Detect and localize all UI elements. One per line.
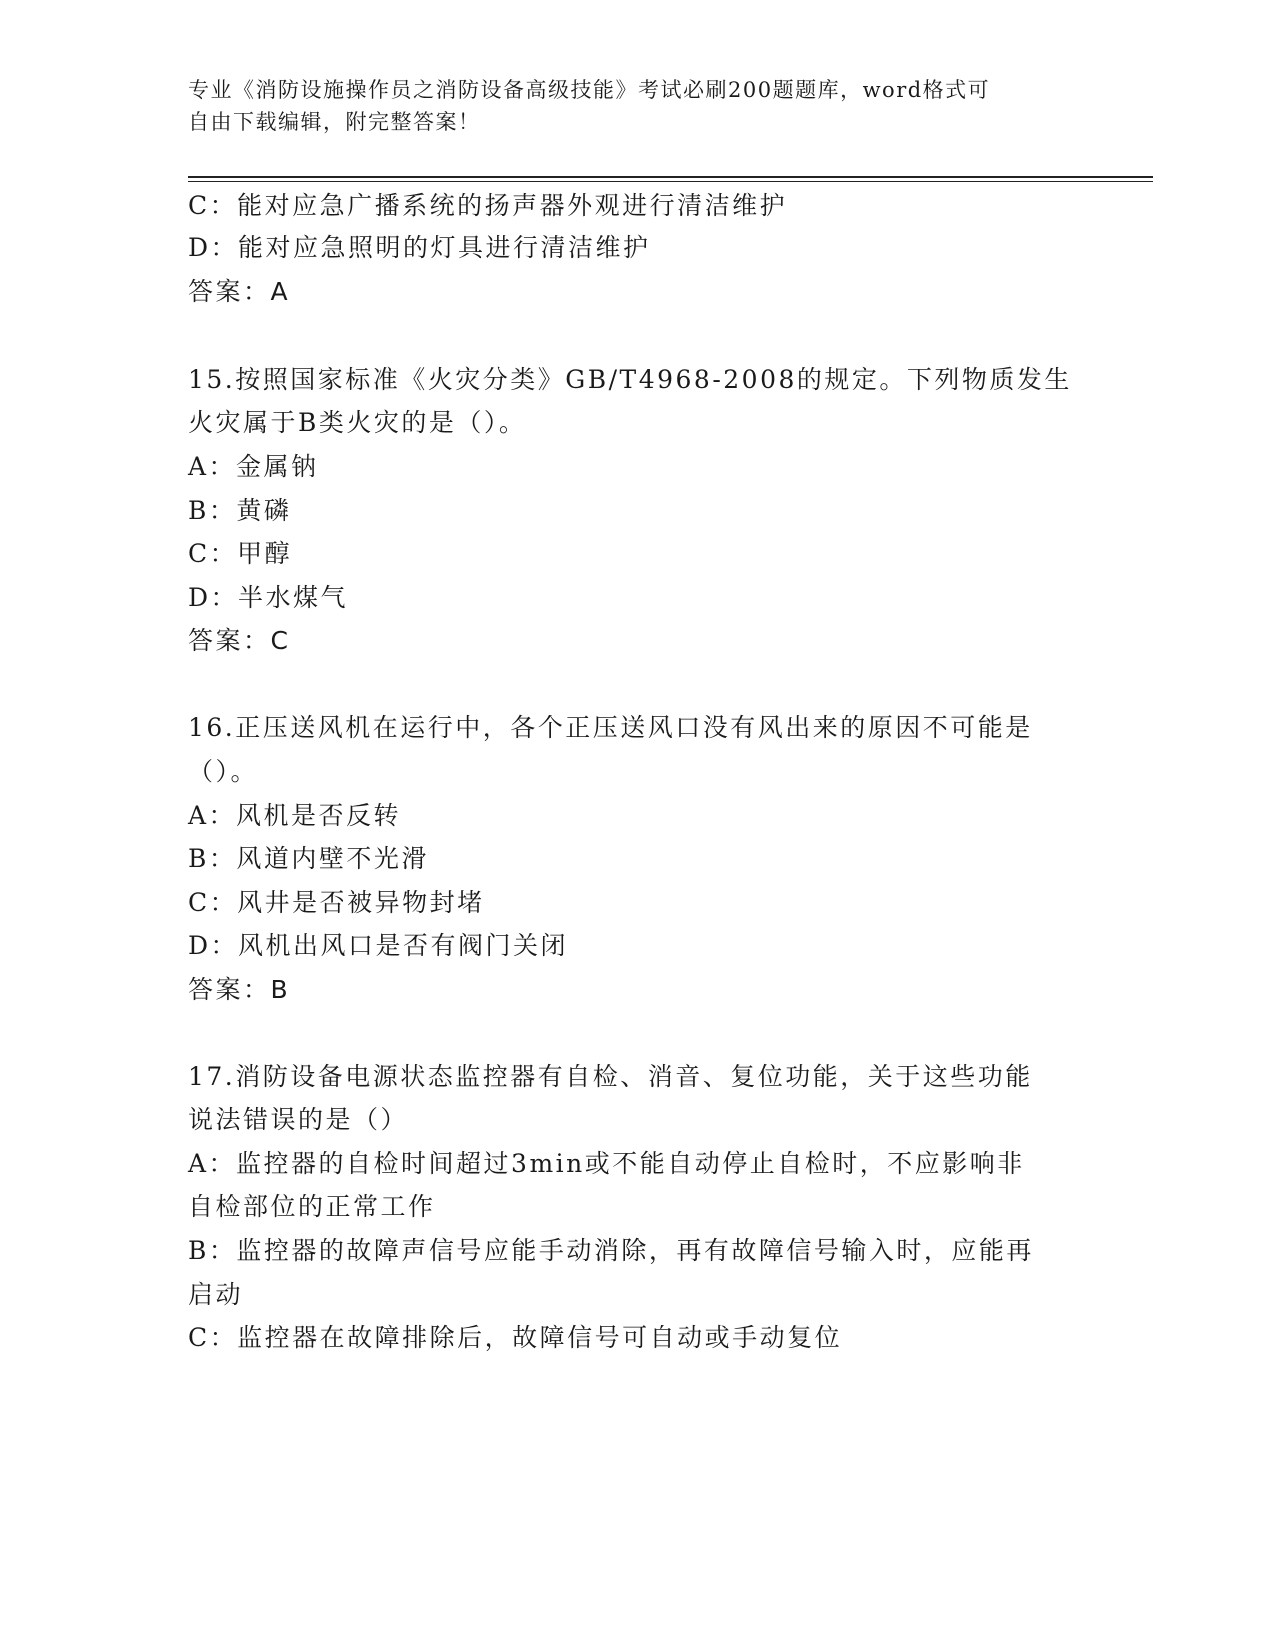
header-rule-thin (188, 181, 1153, 182)
q15-stem-line-2: 火灾属于B类火灾的是（）。 (188, 408, 527, 437)
q17-option-a-line-2: 自检部位的正常工作 (188, 1192, 436, 1221)
q17-stem-line-1: 17.消防设备电源状态监控器有自检、消音、复位功能，关于这些功能 (188, 1062, 1033, 1091)
prev-option-c: C：能对应急广播系统的扬声器外观进行清洁维护 (188, 191, 788, 220)
q16-option-b: B：风道内壁不光滑 (188, 844, 429, 873)
prev-answer: 答案：A (188, 277, 291, 306)
q15-option-b: B：黄磷 (188, 496, 292, 525)
q16-option-d: D：风机出风口是否有阀门关闭 (188, 931, 569, 960)
q15-option-d: D：半水煤气 (188, 583, 349, 612)
q16-option-c: C：风井是否被异物封堵 (188, 888, 485, 917)
header-rule-thick (188, 176, 1153, 178)
q16-option-a: A：风机是否反转 (188, 801, 402, 830)
q15-answer: 答案：C (188, 626, 291, 655)
q16-stem-line-2: （）。 (188, 757, 259, 786)
q15-stem-line-1: 15.按照国家标准《火灾分类》GB/T4968-2008的规定。下列物质发生 (188, 365, 1072, 394)
prev-option-d: D：能对应急照明的灯具进行清洁维护 (188, 233, 651, 262)
header-line-1: 专业《消防设施操作员之消防设备高级技能》考试必刷200题题库，word格式可 (188, 78, 991, 102)
q15-option-c: C：甲醇 (188, 539, 293, 568)
q17-stem-line-2: 说法错误的是（） (188, 1105, 409, 1134)
document-header (188, 74, 1088, 138)
q16-answer: 答案：B (188, 975, 291, 1004)
q17-option-b-line-1: B：监控器的故障声信号应能手动消除，再有故障信号输入时，应能再 (188, 1236, 1034, 1265)
q15-option-a: A：金属钠 (188, 452, 319, 481)
q17-option-a-line-1: A：监控器的自检时间超过3min或不能自动停止自检时，不应影响非 (188, 1149, 1025, 1178)
q17-option-b-line-2: 启动 (188, 1280, 244, 1309)
q17-option-c: C：监控器在故障排除后，故障信号可自动或手动复位 (188, 1323, 843, 1352)
header-line-2: 自由下载编辑，附完整答案！ (188, 110, 481, 134)
q16-stem-line-1: 16.正压送风机在运行中，各个正压送风口没有风出来的原因不可能是 (188, 713, 1033, 742)
